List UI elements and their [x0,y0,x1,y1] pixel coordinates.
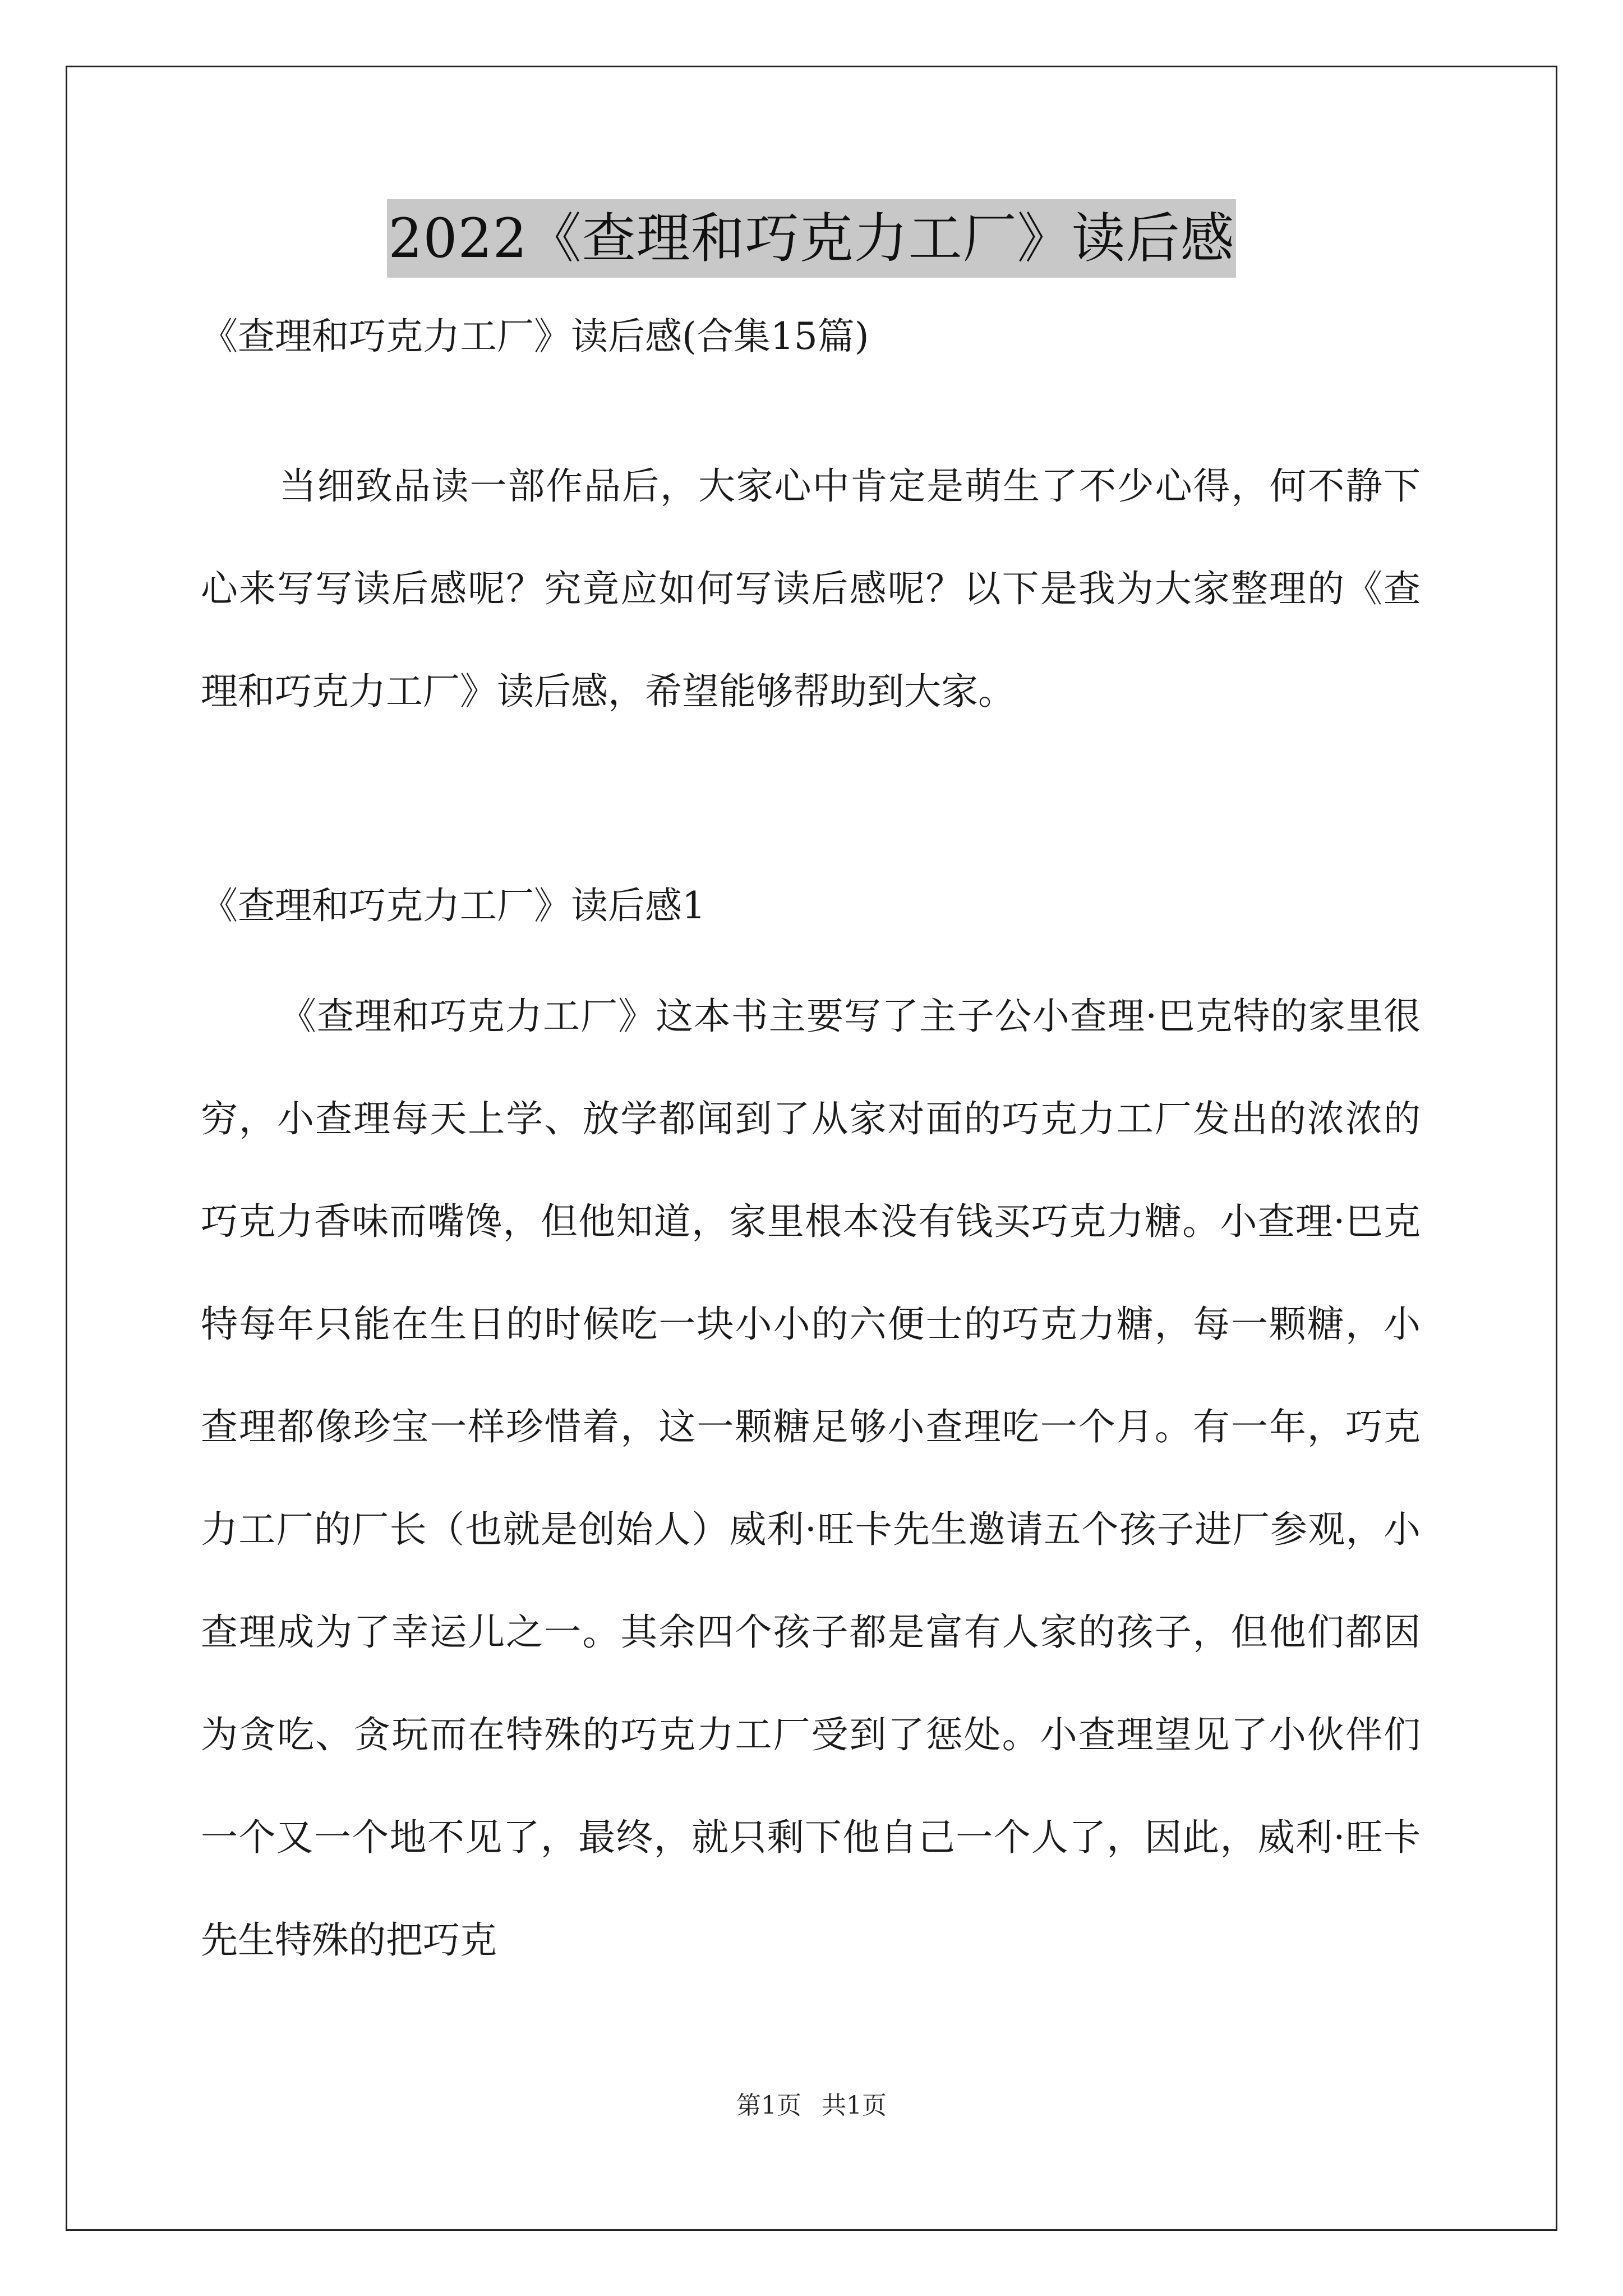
intro-paragraph: 当细致品读一部作品后，大家心中肯定是萌生了不少心得，何不静下心来写写读后感呢？究竟应如何写读后感呢？以下是我为大家整理的《查理和巧克力工厂》读后感，希望能够帮助到大家。 [201,464,1421,713]
page-total: 共1页 [822,2091,887,2120]
page-number: 第1页 [736,2091,801,2120]
title-container [0,199,1623,278]
document-title: 2022《查理和巧克力工厂》读后感 [387,199,1235,278]
page-footer [0,2089,1623,2123]
section-heading-1: 《查理和巧克力工厂》读后感1 [201,884,706,927]
section-body-1: 《查理和巧克力工厂》这本书主要写了主子公小查理·巴克特的家里很穷，小查理每天上学、放学都闻到了从家对面的巧克力工厂发出的浓浓的巧克力香味而嘴馋，但他知道，家里根本没有钱买巧克力糖。小查理·巴克特每年只能在生日的时候吃一块小小的六便士的巧克力糖，每一颗糖，小查理都像珍宝一样珍惜着，这一颗糖足够小查理吃一个月。有一年，巧克力工厂的厂长（也就是创始人）威利·旺卡先生邀请五个孩子进厂参观，小查理成为了幸运儿之一。其余四个孩子都是富有人家的孩子，但他们都因为贪吃、贪玩而在特殊的巧克力工厂受到了惩处。小查理望见了小伙伴们一个又一个地不见了，最终，就只剩下他自己一个人了，因此，威利·旺卡先生特殊的把巧克 [201,995,1421,1962]
document-subtitle: 《查理和巧克力工厂》读后感(合集15篇) [201,315,869,358]
